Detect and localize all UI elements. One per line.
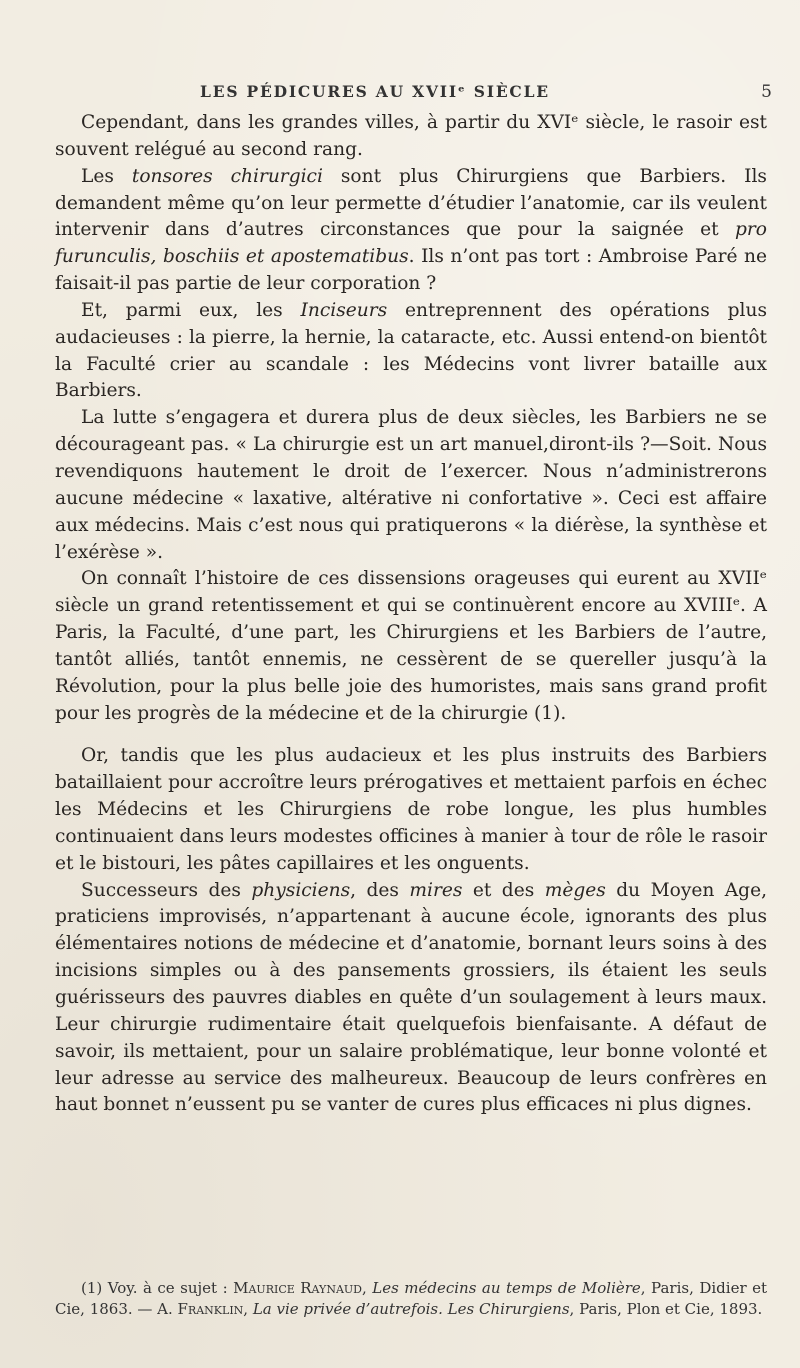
italic-run: La vie privée d’autrefois. Les Chirurgiens <box>252 1300 570 1318</box>
italic-run: Inciseurs <box>300 299 388 321</box>
paragraph <box>55 878 767 1120</box>
body-text <box>55 110 767 1119</box>
page-number: 5 <box>761 82 772 102</box>
paragraph <box>55 164 767 298</box>
text-run: , Paris, Didier et Cie, 1863. — <box>55 1279 768 1318</box>
italic-run: pro furunculis, boschiis et apostematibus <box>55 219 767 268</box>
text-run: Successeurs des <box>81 879 252 901</box>
paragraph <box>55 405 767 566</box>
smallcaps-run: A. Franklin <box>157 1300 244 1318</box>
italic-run: Les médecins au temps de Molière <box>372 1279 641 1297</box>
paragraph <box>55 298 767 405</box>
text-run: du Moyen Age, praticiens improvisés, n’appartenant à aucune école, ignorants des plus élémentaires notions de médecine et d’anatomie, bornant leurs soins à des incisions simples ou à des pansements grossiers, ils étaient les seuls guérisseurs des pauvres diables en quête d’un soulagement à leurs maux. Leur chirurgie rudimentaire était quelquefois bienfaisante. A défaut de savoir, ils mettaient, pour un salaire problématique, leur bonne volonté et leur adresse au service des malheureux. Beaucoup de leurs confrères en haut bonnet n’eussent pu se vanter de cures plus efficaces ni plus dignes. <box>55 879 767 1116</box>
text-run: (1) Voy. à ce sujet : <box>81 1279 234 1297</box>
text-run: Et, parmi eux, les <box>81 299 301 321</box>
running-title: LES PÉDICURES AU XVIIᵉ SIÈCLE <box>200 82 550 101</box>
text-run: , <box>361 1279 373 1297</box>
italic-run: physiciens <box>251 879 351 901</box>
text-run: entreprennent des opérations plus audacieuses : la pierre, la hernie, la cataracte, etc. Aussi entend-on bientôt la Faculté crier au scandale : les Médecins vont livrer bataille aux Barbiers. <box>55 299 768 402</box>
text-run: Or, tandis que les plus audacieux et les plus instruits des Barbiers bataillaient pour accroître leurs prérogatives et mettaient parfois en échec les Médecins et les Chirurgiens de robe longue, les plus humbles continuaient dans leurs modestes officines à manier à tour de rôle le rasoir et le bistouri, les pâtes capillaires et les onguents. <box>55 745 767 874</box>
text-run: La lutte s’engagera et durera plus de deux siècles, les Barbiers ne se décourageant pas. « La chirurgie est un art manuel,diront-ils ?—Soit. Nous revendiquons hautement le droit de l’exercer. Nous n’administrerons aucune médecine « laxative, altérative ni confortative ». Ceci est affaire aux médecins. Mais c’est nous qui pratiquerons « la diérèse, la synthèse et l’exérèse ». <box>55 407 767 563</box>
text-run: sont plus Chirurgiens que Barbiers. Ils demandent même qu’on leur permette d’étudier l’anatomie, car ils veulent intervenir dans d’autres circonstances que pour la saignée et <box>55 165 767 241</box>
text-run: Cependant, dans les grandes villes, à partir du XVIᵉ siècle, le rasoir est souvent relégué au second rang. <box>55 112 767 160</box>
footnote <box>55 1278 767 1320</box>
paragraph <box>55 743 767 877</box>
italic-run: mires <box>409 879 463 901</box>
text-run: Les <box>81 165 132 187</box>
footnotes <box>55 1278 767 1320</box>
paragraph <box>55 566 767 727</box>
text-run: et des <box>462 879 545 901</box>
text-run: , Paris, Plon et Cie, 1893. <box>569 1300 763 1318</box>
running-header <box>50 82 780 106</box>
text-run: , <box>243 1300 253 1318</box>
text-run: On connaît l’histoire de ces dissensions orageuses qui eurent au XVIIᵉ siècle un grand retentissement et qui se continuèrent encore au XVIIIᵉ. A Paris, la Faculté, d’une part, les Chirurgiens et les Barbiers de l’autre, tantôt alliés, tantôt ennemis, ne cessèrent de se quereller jusqu’à la Révolution, pour la plus belle joie des humoristes, mais sans grand profit pour les progrès de la médecine et de la chirurgie (1). <box>55 568 767 724</box>
text-run: . Ils n’ont pas tort : Ambroise Paré ne faisait-il pas partie de leur corporation ? <box>55 246 767 295</box>
paragraph <box>55 110 767 164</box>
italic-run: tonsores chirurgici <box>131 165 323 187</box>
italic-run: mèges <box>544 879 606 901</box>
text-run: , des <box>350 879 410 901</box>
smallcaps-run: Maurice Raynaud <box>233 1279 362 1297</box>
